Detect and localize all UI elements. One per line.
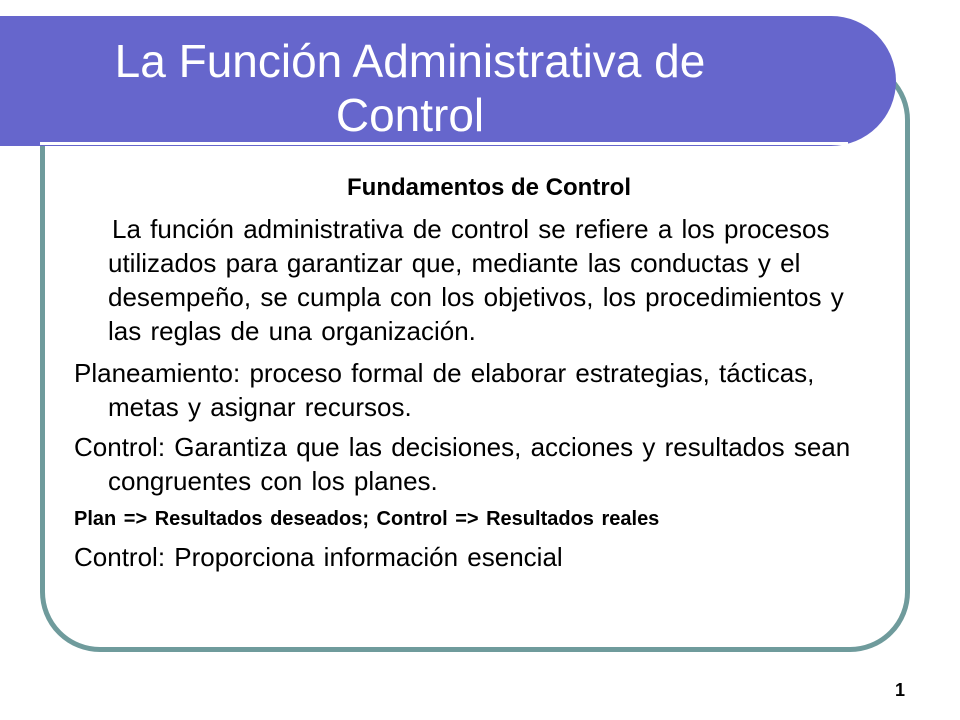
slide-body [74, 170, 874, 580]
slide-title-line-2: Control [335, 89, 485, 141]
slide-subtitle: Fundamentos de Control [347, 174, 631, 201]
intro-paragraph: La función administrativa de control se refiere a los procesos utilizados para garantizar que, mediante las conductas y el desempeño, se cumpla con los objetivos, los procedimientos y las reglas de una organización. [108, 214, 844, 346]
title-bar [0, 16, 896, 146]
item-control-garantiza: Control: Garantiza que las decisiones, acciones y resultados sean congruentes con los planes. [74, 432, 851, 496]
page-number: 1 [894, 680, 905, 700]
item-planeamiento: Planeamiento: proceso formal de elaborar estrategias, tácticas, metas y asignar recursos. [74, 358, 815, 422]
slide-title [40, 34, 780, 142]
title-underline [40, 142, 848, 145]
item-plan-vs-control: Plan => Resultados deseados; Control => Resultados reales [74, 508, 660, 530]
item-control-proporciona: Control: Proporciona información esencial [74, 542, 563, 572]
slide-title-line-1: La Función Administrativa de [114, 35, 706, 87]
